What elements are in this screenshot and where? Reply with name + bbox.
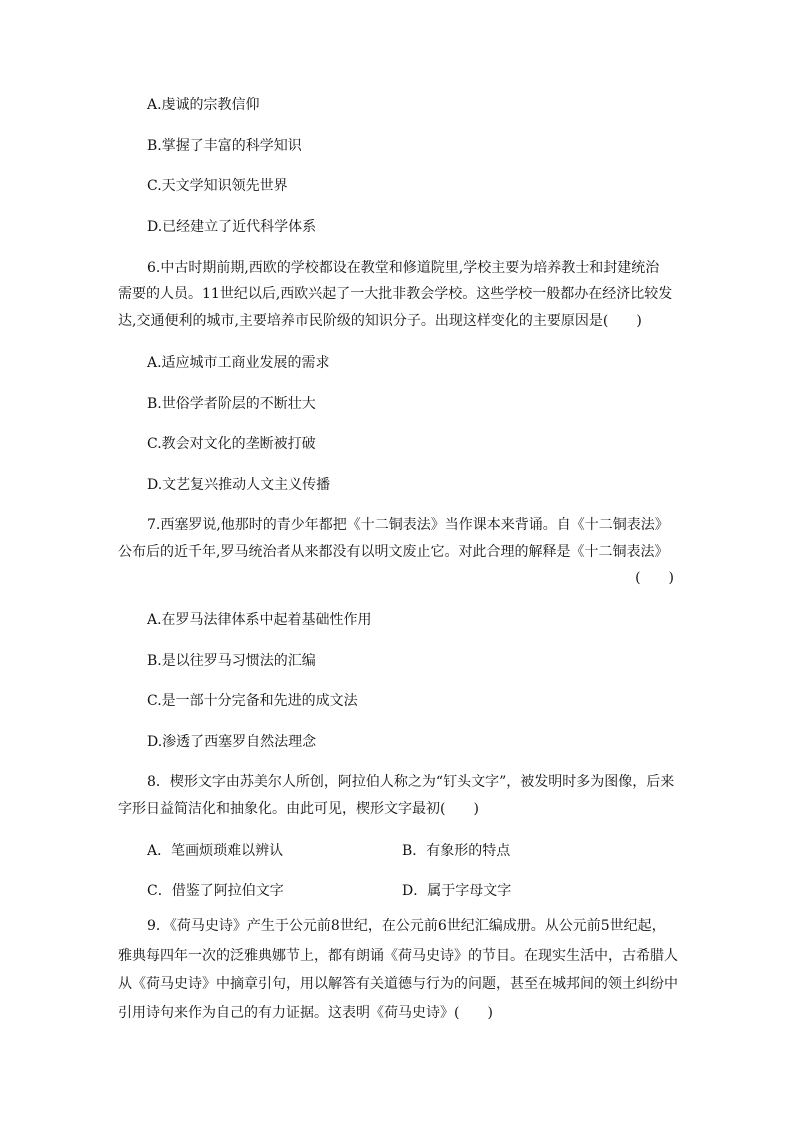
q8-option-b: B．有象形的特点 xyxy=(402,843,511,859)
q6-option-d: D.文艺复兴推动人文主义传播 xyxy=(147,477,331,493)
q5-option-d: D.已经建立了近代科学体系 xyxy=(147,219,317,235)
q5-option-c: C.天文学知识领先世界 xyxy=(147,178,288,194)
q6-option-b: B.世俗学者阶层的不断壮大 xyxy=(147,396,316,412)
q8-stem-line-2: 字形日益简洁化和抽象化。由此可见，楔形文字最初( ) xyxy=(118,801,479,817)
q8-option-d: D．属于字母文字 xyxy=(402,883,512,899)
q8-option-a: A．笔画烦琐难以辨认 xyxy=(147,843,284,859)
q6-stem-line-2: 需要的人员。11世纪以后,西欧兴起了一大批非教会学校。这些学校一般都办在经济比较发 xyxy=(118,286,673,302)
q9-stem-line-2: 雅典每四年一次的泛雅典娜节上，都有朗诵《荷马史诗》的节目。在现实生活中，古希腊人 xyxy=(118,948,678,964)
q7-option-c: C.是一部十分完备和先进的成文法 xyxy=(147,693,358,709)
q5-option-a: A.虔诚的宗教信仰 xyxy=(147,97,260,113)
q7-option-d: D.渗透了西塞罗自然法理念 xyxy=(147,734,317,750)
q6-stem-line-1: 6.中古时期前期,西欧的学校都设在教堂和修道院里,学校主要为培养教士和封建统治 xyxy=(147,260,660,276)
q7-stem-line-2: 公布后的近千年,罗马统治者从来都没有以明文废止它。对此合理的解释是《十二铜表法》 xyxy=(118,544,669,560)
q7-stem-line-1: 7.西塞罗说,他那时的青少年都把《十二铜表法》当作课本来背诵。自《十二铜表法》 xyxy=(147,517,669,533)
q7-answer-paren: ( ) xyxy=(635,570,674,586)
q9-stem-line-3: 从《荷马史诗》中摘章引句，用以解答有关道德与行为的问题，甚至在城邦间的领土纠纷中 xyxy=(118,976,678,992)
q9-stem-line-1: 9．《荷马史诗》产生于公元前8世纪，在公元前6世纪汇编成册。从公元前5世纪起， xyxy=(147,918,666,934)
q8-option-c: C．借鉴了阿拉伯文字 xyxy=(147,883,284,899)
q5-option-b: B.掌握了丰富的科学知识 xyxy=(147,138,302,154)
q7-option-a: A.在罗马法律体系中起着基础性作用 xyxy=(147,612,372,628)
q9-stem-line-4: 引用诗句来作为自己的有力证据。这表明《荷马史诗》( ) xyxy=(118,1005,493,1021)
q7-option-b: B.是以往罗马习惯法的汇编 xyxy=(147,653,316,669)
q6-option-c: C.教会对文化的垄断被打破 xyxy=(147,436,316,452)
q8-stem-line-1: 8．楔形文字由苏美尔人所创，阿拉伯人称之为“钉头文字”，被发明时多为图像，后来 xyxy=(147,774,675,790)
q6-stem-line-3: 达,交通便利的城市,主要培养市民阶级的知识分子。出现这样变化的主要原因是( ) xyxy=(118,313,642,329)
q6-option-a: A.适应城市工商业发展的需求 xyxy=(147,355,330,371)
